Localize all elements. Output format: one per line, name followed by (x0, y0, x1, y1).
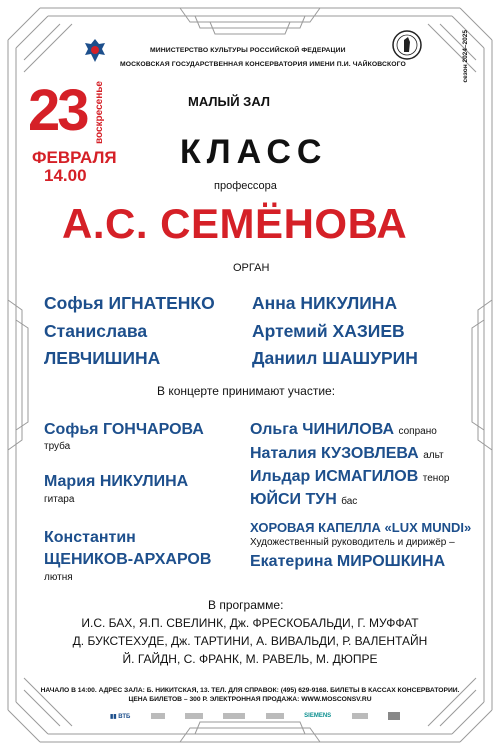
sponsor-logo-icon (185, 713, 203, 719)
participants-heading: В концерте принимают участие: (157, 384, 336, 398)
ministry-emblem-icon (80, 36, 110, 66)
participant-shchenikov-last: ЩЕНИКОВ-АРХАРОВ (44, 551, 212, 568)
sponsor-logos (110, 710, 400, 722)
sponsor-logo-icon (223, 713, 245, 719)
professor-label: профессора (214, 180, 277, 192)
role-guitar: гитара (44, 494, 75, 505)
program-line: Й. ГАЙДН, С. ФРАНК, М. РАВЕЛЬ, М. ДЮПРЕ (122, 652, 378, 666)
choir-director-label: Художественный руководитель и дирижёр – (250, 537, 455, 548)
sponsor-logo-icon (266, 713, 284, 719)
participant-ismagilov: Ильдар ИСМАГИЛОВ тенор (250, 468, 450, 485)
footer-info (40, 686, 460, 704)
student-nikulina-anna: Анна НИКУЛИНА (252, 293, 398, 313)
choir-director-name: Екатерина МИРОШКИНА (250, 553, 446, 570)
concert-title: КЛАСС (180, 133, 328, 171)
student-khaziev: Артемий ХАЗИЕВ (252, 321, 405, 341)
role-soprano: сопрано (398, 426, 437, 437)
student-ignatenko: Софья ИГНАТЕНКО (44, 293, 215, 313)
footer-line-tickets: ЦЕНА БИЛЕТОВ – 300 Р. ЭЛЕКТРОННАЯ ПРОДАЖА: WWW.MOSCONSV.RU (128, 696, 372, 703)
participant-tun: ЮЙСИ ТУН бас (250, 491, 358, 508)
role-alto: альт (423, 450, 444, 461)
date-weekday: воскресенье (94, 81, 105, 144)
sponsor-logo-icon (151, 713, 165, 719)
siemens-logo-icon: SIEMENS (304, 713, 332, 719)
sponsor-logo-icon (352, 713, 368, 719)
choir-name: ХОРОВАЯ КАПЕЛЛА «LUX MUNDI» (250, 520, 472, 535)
hall-name: МАЛЫЙ ЗАЛ (188, 94, 270, 109)
footer-line-address: НАЧАЛО В 14:00. АДРЕС ЗАЛА: Б. НИКИТСКАЯ, 13. ТЕЛ. ДЛЯ СПРАВОК: (495) 629-9168. БИЛЕТЫ В КАССАХ КОНСЕРВАТОРИИ. (40, 687, 460, 694)
student-levchishina-last: ЛЕВЧИШИНА (44, 348, 161, 368)
role-trumpet: труба (44, 441, 71, 452)
program-list (50, 614, 450, 668)
program-line: Д. БУКСТЕХУДЕ, Дж. ТАРТИНИ, А. ВИВАЛЬДИ, Р. ВАЛЕНТАЙН (72, 634, 428, 648)
sponsor-logo-icon (388, 712, 400, 720)
role-tenor: тенор (422, 473, 450, 484)
student-levchishina-first: Станислава (44, 321, 148, 341)
date-month: ФЕВРАЛЯ (32, 148, 117, 167)
role-lute: лютня (44, 572, 73, 583)
program-line: И.С. БАХ, Я.П. СВЕЛИНК, Дж. ФРЕСКОБАЛЬДИ, Г. МУФФАТ (81, 616, 419, 630)
role-bass: бас (341, 496, 358, 507)
vtb-logo-icon: ▮▮ ВТБ (110, 713, 131, 720)
date-time: 14.00 (44, 166, 87, 185)
program-heading: В программе: (208, 598, 284, 612)
instrument-label: ОРГАН (233, 262, 270, 274)
season-label: сезон 2024–2025 (462, 30, 469, 83)
participant-chinilova: Ольга ЧИНИЛОВА сопрано (250, 421, 437, 438)
participant-kuzovleva: Наталия КУЗОВЛЕВА альт (250, 445, 444, 462)
conservatory-seal-icon (392, 30, 422, 60)
teacher-name: А.С. СЕМЁНОВА (62, 200, 408, 247)
participant-goncharova: Софья ГОНЧАРОВА (44, 421, 204, 438)
participant-shchenikov-first: Константин (44, 529, 136, 546)
participant-nikulina-maria: Мария НИКУЛИНА (44, 473, 189, 490)
student-shashurin: Даниил ШАШУРИН (252, 348, 418, 368)
conservatory-name: МОСКОВСКАЯ ГОСУДАРСТВЕННАЯ КОНСЕРВАТОРИЯ ИМЕНИ П.И. ЧАЙКОВСКОГО (120, 61, 406, 68)
ministry-name: МИНИСТЕРСТВО КУЛЬТУРЫ РОССИЙСКОЙ ФЕДЕРАЦИИ (150, 47, 346, 54)
date-day: 23 (28, 78, 87, 143)
